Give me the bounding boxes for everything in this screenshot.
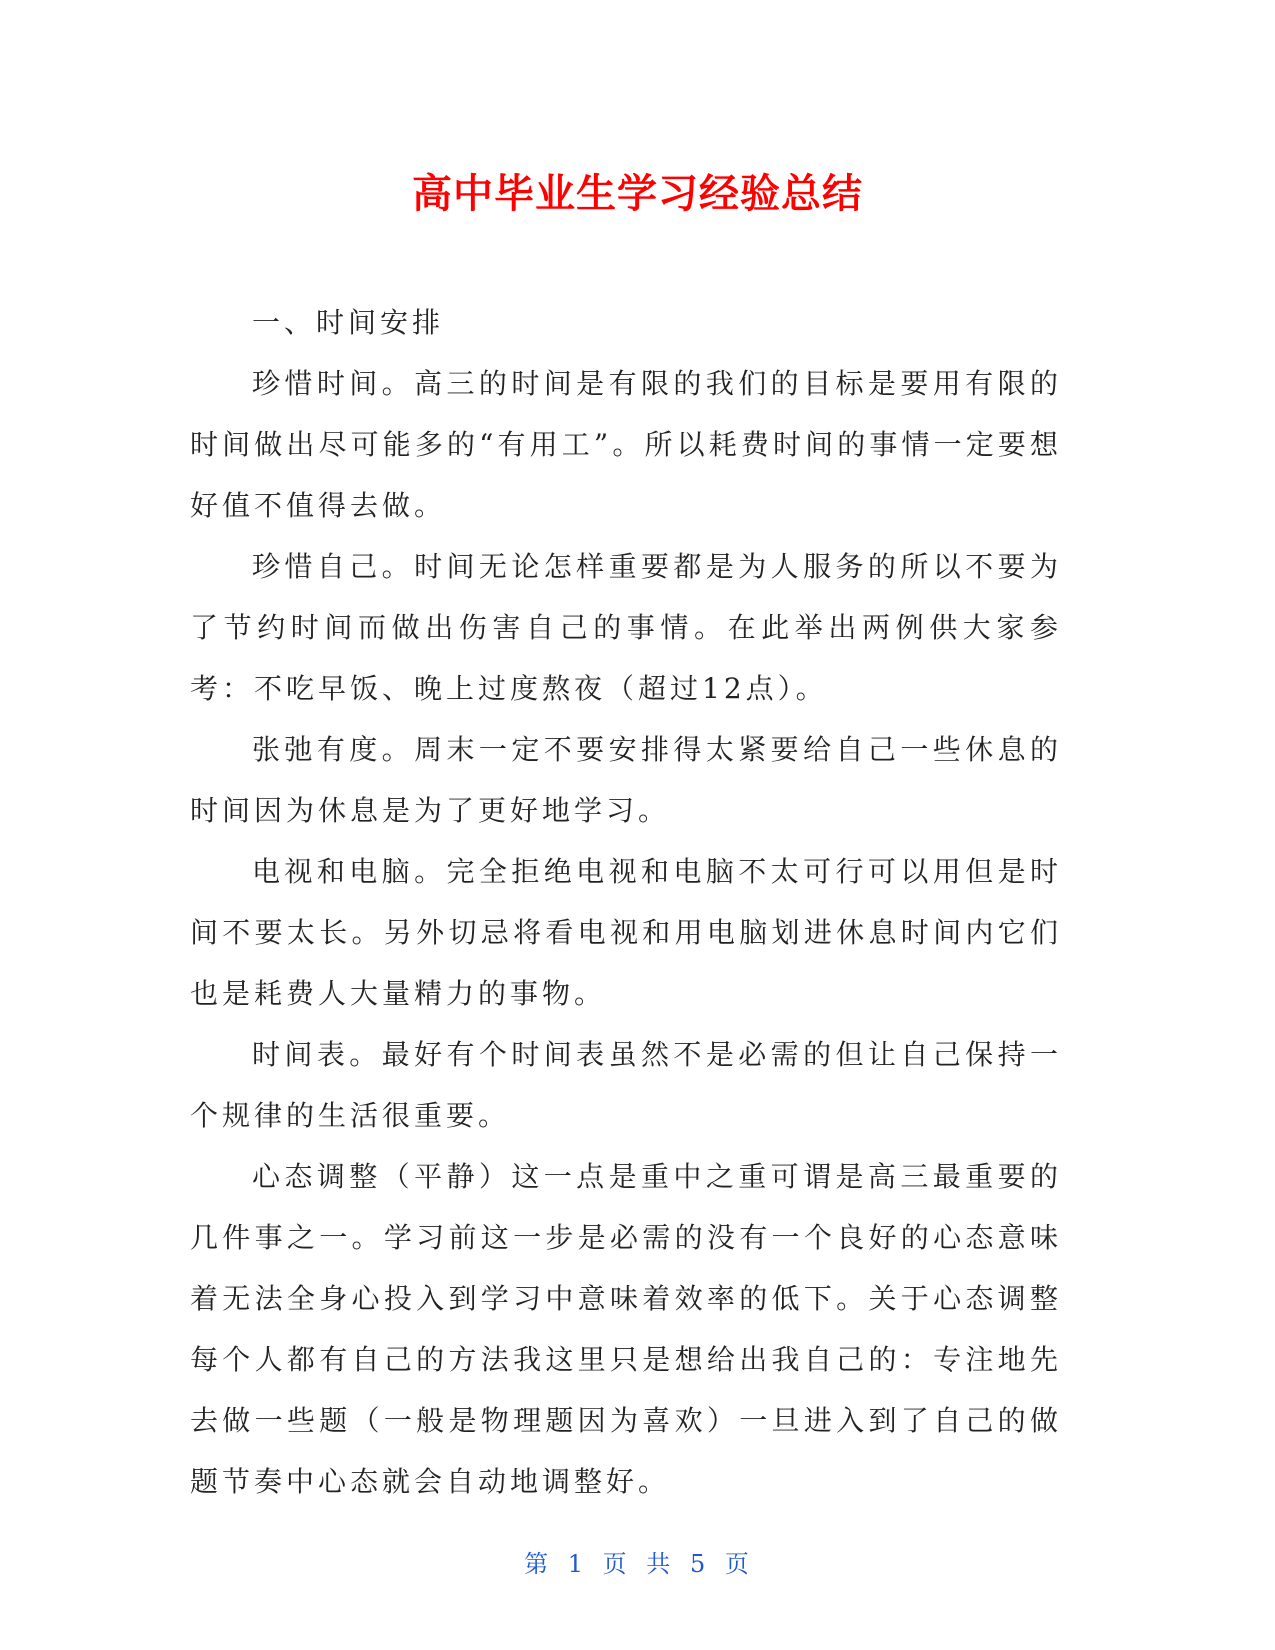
- page-number-footer: 第 1 页 共 5 页: [524, 1550, 751, 1578]
- section-heading: 一、时间安排: [252, 306, 445, 339]
- page-title: 高中毕业生学习经验总结: [412, 171, 863, 217]
- paragraph: 珍惜自己。时间无论怎样重要都是为人服务的所以不要为了节约时间而做出伤害自己的事情。在此举出两例供大家参考：不吃早饭、晚上过度熬夜（超过12点）。: [190, 550, 1062, 705]
- paragraph: 电视和电脑。完全拒绝电视和电脑不太可行可以用但是时间不要太长。另外切忌将看电视和用电脑划进休息时间内它们也是耗费人大量精力的事物。: [190, 855, 1062, 1010]
- paragraph: 心态调整（平静）这一点是重中之重可谓是高三最重要的几件事之一。学习前这一步是必需的没有一个良好的心态意味着无法全身心投入到学习中意味着效率的低下。关于心态调整每个人都有自己的方法我这里只是想给出我自己的：专注地先去做一些题（一般是物理题因为喜欢）一旦进入到了自己的做题节奏中心态就会自动地调整好。: [190, 1160, 1062, 1498]
- paragraph: 时间表。最好有个时间表虽然不是必需的但让自己保持一个规律的生活很重要。: [190, 1038, 1062, 1132]
- document-body: [190, 292, 1062, 1512]
- paragraph: 张弛有度。周末一定不要安排得太紧要给自己一些休息的时间因为休息是为了更好地学习。: [190, 733, 1062, 827]
- paragraph: 珍惜时间。高三的时间是有限的我们的目标是要用有限的时间做出尽可能多的“有用工”。所以耗费时间的事情一定要想好值不值得去做。: [190, 367, 1062, 522]
